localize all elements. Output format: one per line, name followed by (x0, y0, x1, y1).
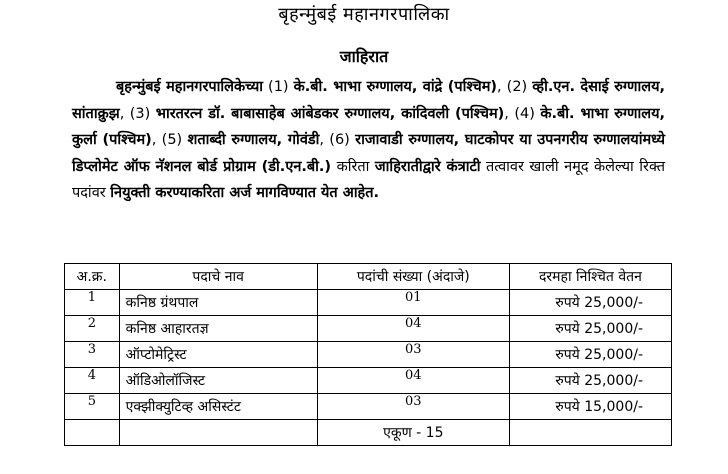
row-count: 04 (317, 316, 509, 342)
row-count: 01 (317, 290, 509, 316)
row-sr: 3 (65, 342, 120, 368)
row-count: 04 (317, 368, 509, 394)
header-post-name: पदाचे नाव (119, 264, 317, 290)
row-post: ऑडिओलॉजिस्ट (119, 368, 317, 394)
row-post: कनिष्ठ आहारतज्ञ (119, 316, 317, 342)
table-row (65, 290, 672, 316)
posts-table (64, 263, 672, 446)
header-post-count: पदांची संख्या (अंदाजे) (317, 264, 509, 290)
row-post: ऑप्टोमेट्रिस्ट (119, 342, 317, 368)
table-total-row (65, 420, 672, 446)
row-post: कनिष्ठ ग्रंथपाल (119, 290, 317, 316)
salary-value: रुपये 15,000/- (555, 399, 643, 415)
paragraph-text: , (6) (319, 132, 356, 149)
row-count: 03 (317, 342, 509, 368)
row-sr: 2 (65, 316, 120, 342)
total-count: एकूण - 15 (317, 420, 509, 446)
salary-value: रुपये 25,000/- (555, 373, 643, 389)
paragraph-text: व्ही.एन. देसाई रुग्णालय, सांताक्रुझ (72, 79, 665, 122)
paragraph-text: , (2) (497, 79, 533, 95)
paragraph-text: , (3) (119, 105, 156, 122)
salary-value: रुपये 25,000/- (555, 295, 643, 311)
total-empty-cell (65, 420, 120, 446)
total-empty-cell (119, 420, 317, 446)
notice-title: जाहिरात (339, 47, 389, 66)
table-row (65, 394, 672, 420)
row-sr: 1 (65, 290, 120, 316)
row-salary (509, 368, 671, 394)
row-salary (509, 290, 671, 316)
paragraph-text: के.बी. भाभा रुग्णालय, कुर्ला (पश्चिम) (72, 105, 665, 149)
total-empty-cell (509, 420, 671, 446)
paragraph-text: जाहिरातीद्वारे कंत्राटी (374, 158, 481, 175)
salary-value: रुपये 25,000/- (555, 321, 643, 337)
table-row (65, 316, 672, 342)
paragraph-text: (1) (263, 79, 294, 95)
row-salary (509, 342, 671, 368)
row-sr: 4 (65, 368, 120, 394)
paragraph-text: बृहन्मुंबई महानगरपालिकेच्या (116, 79, 264, 95)
header-salary: दरमहा निश्चित वेतन (509, 264, 671, 290)
paragraph-text: नियुक्ती करण्याकरिता अर्ज मागविण्यात येत आहेत. (110, 185, 380, 202)
paragraph-text: के.बी. भाभा रुग्णालय, वांद्रे (पश्चिम) (293, 79, 498, 95)
salary-value: रुपये 25,000/- (555, 347, 643, 363)
row-sr: 5 (65, 394, 120, 420)
paragraph-text: शताब्दी रुग्णालय, गोवंडी (187, 132, 320, 149)
table-row (65, 342, 672, 368)
row-salary (509, 316, 671, 342)
paragraph-text: तत्वावर खाली नमूद केलेल्या रिक्त पदांवर (72, 158, 666, 202)
header-sr-no: अ.क्र. (65, 264, 120, 290)
table-header-row (65, 264, 672, 290)
paragraph-text: राजावाडी रुग्णालय, घाटकोपर या उपनगरीय रुग्णालयांमध्ये डिप्लोमेट ऑफ नॅशनल बोर्ड प्रोग्राम (डी.एन.बी.) (72, 132, 665, 175)
row-salary (509, 394, 671, 420)
paragraph-text: , (5) (151, 132, 188, 149)
notice-paragraph (72, 74, 665, 207)
paragraph-text: , (4) (504, 105, 541, 122)
paragraph-text: भारतरत्न डॉ. बाबासाहेब आंबेडकर रुग्णालय, कांदिवली (पश्चिम) (155, 105, 505, 122)
paragraph-text: करिता (331, 158, 375, 175)
row-post: एक्झीक्युटिव्ह असिस्टंट (119, 394, 317, 420)
organization-title: बृहन्मुंबई महानगरपालिका (278, 4, 450, 25)
row-count: 03 (317, 394, 509, 420)
table-row (65, 368, 672, 394)
